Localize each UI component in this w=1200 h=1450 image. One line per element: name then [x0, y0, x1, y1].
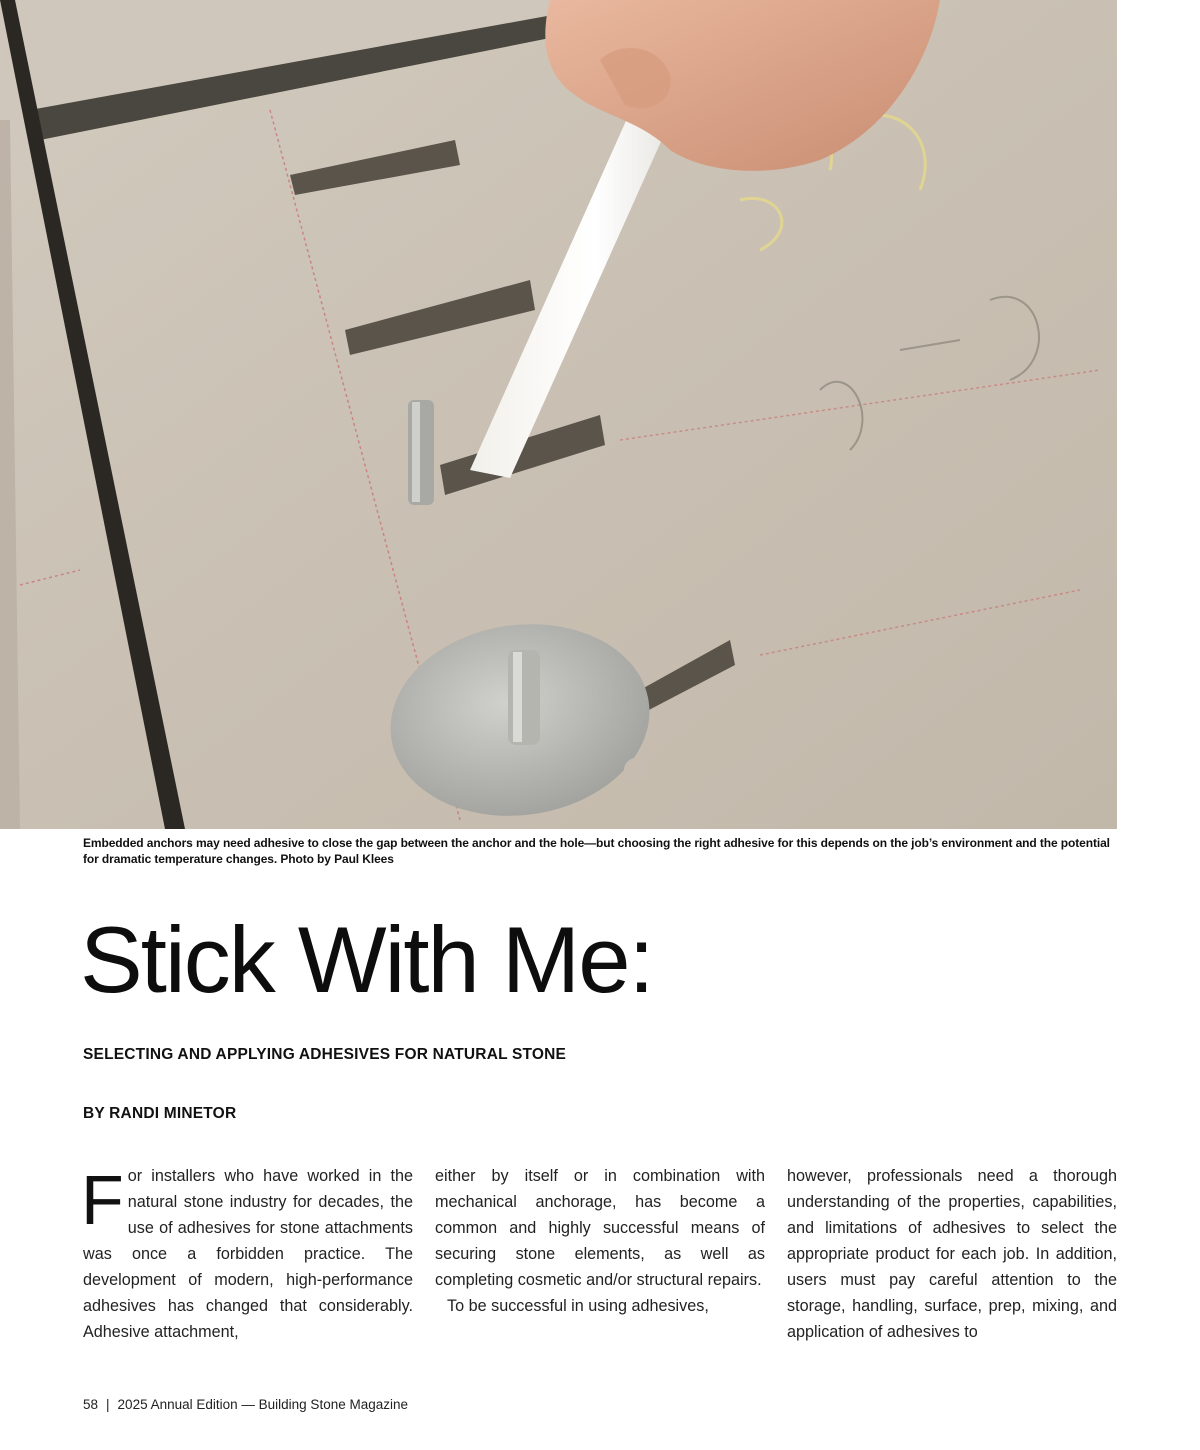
paragraph: either by itself or in combination with mechanical anchorage, has become a common and highly successful means of securing stone elements, as well as completing cosmetic and/or structural repairs.: [435, 1167, 765, 1289]
footer-separator: |: [106, 1397, 110, 1412]
paragraph: To be successful in using adhesives,: [447, 1297, 709, 1315]
paragraph: however, professionals need a thorough understanding of the properties, capabilities, and limitations of adhesives to select the appropriate product for each job. In addition, users must pay careful attention to the storage, handling, surface, prep, mixing, and application of adhesives to: [787, 1167, 1117, 1341]
drop-cap: F: [81, 1161, 124, 1239]
page-number: 58: [83, 1397, 99, 1412]
paragraph: or installers who have worked in the natural stone industry for decades, the use of adhesives for stone attachments was once a forbidden practice. The development of modern, high-performance adhesives has changed that considerably. Adhesive attachment,: [83, 1167, 413, 1341]
page-footer: [83, 1397, 408, 1412]
article-title: Stick With Me:: [80, 907, 653, 1012]
body-column-1: [83, 1163, 413, 1345]
body-column-2: [435, 1163, 765, 1319]
publication-name: 2025 Annual Edition — Building Stone Magazine: [117, 1397, 409, 1412]
article-byline: BY RANDI MINETOR: [83, 1105, 237, 1122]
photo-caption: Embedded anchors may need adhesive to close the gap between the anchor and the hole—but choosing the right adhesive for this depends on the job’s environment and the potential for dramatic temperature changes. Photo by Paul Klees: [83, 836, 1110, 866]
article-subtitle: SELECTING AND APPLYING ADHESIVES FOR NATURAL STONE: [83, 1046, 567, 1063]
body-column-3: [787, 1163, 1117, 1345]
